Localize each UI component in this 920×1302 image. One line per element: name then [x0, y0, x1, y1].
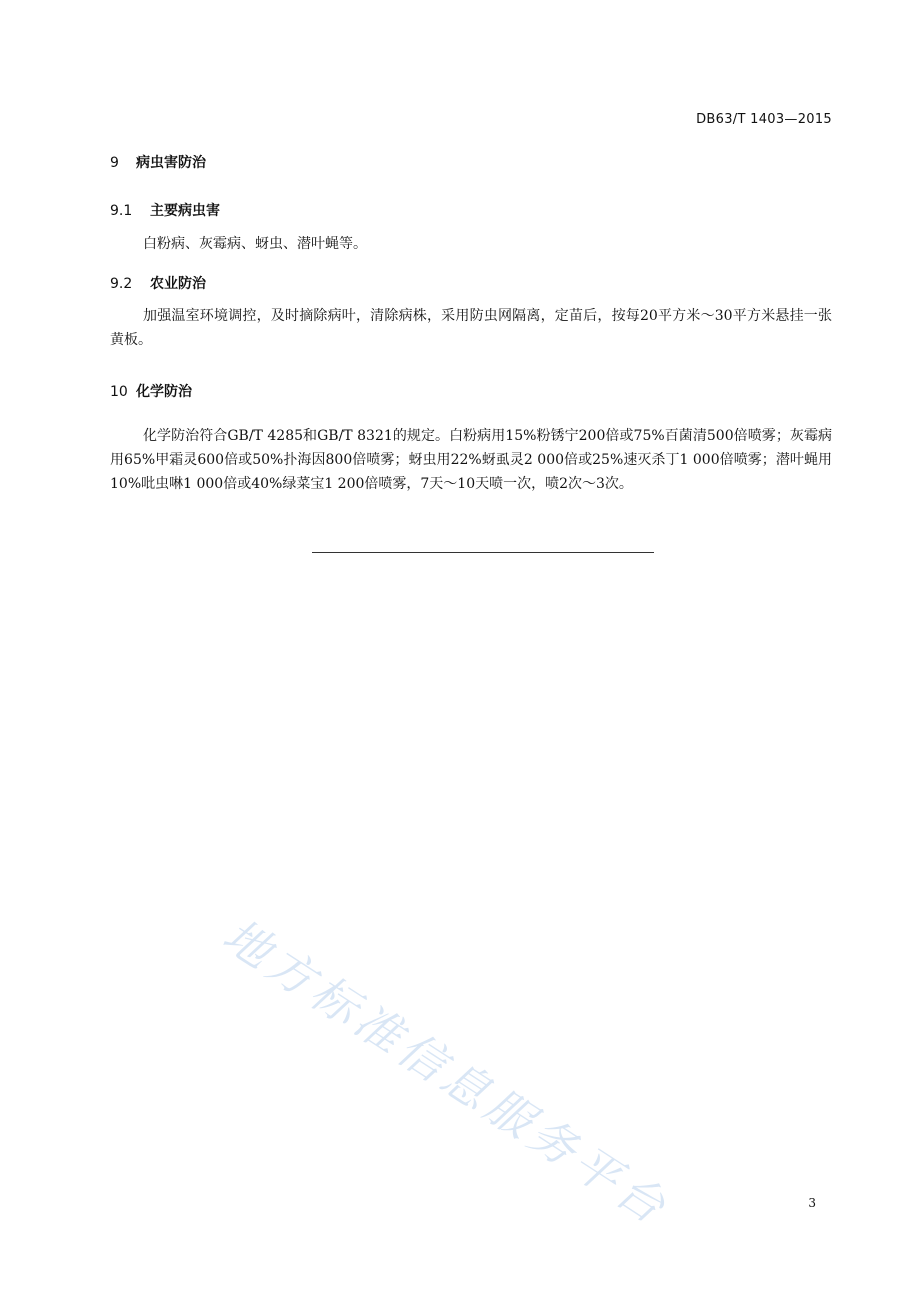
- section-10-text: 化学防治符合GB/T 4285和GB/T 8321的规定。白粉病用15%粉锈宁200倍或75%百菌清500倍喷雾；灰霉病用65%甲霜灵600倍或50%扑海因800倍喷雾；蚜虫用22%蚜虱灵2 000倍或25%速灭杀丁1 000倍喷雾；潜叶蝇用10%吡虫啉1 000倍或40%绿菜宝1 200倍喷雾，7天～10天喷一次，喷2次～3次。: [110, 428, 832, 492]
- section-10-number: 10: [110, 384, 128, 400]
- watermark: 地方标准信息服务平台: [213, 907, 680, 1237]
- section-9-2-number: 9.2: [110, 276, 133, 292]
- section-10-heading: [110, 381, 192, 401]
- section-9-1-heading: [110, 200, 220, 220]
- section-9-2-heading: [110, 273, 206, 293]
- end-rule: [312, 552, 654, 553]
- section-9-heading: [110, 152, 206, 172]
- section-9-2-title: 农业防治: [150, 276, 206, 292]
- section-9-1-title: 主要病虫害: [150, 203, 220, 219]
- section-9-1-number: 9.1: [110, 203, 133, 219]
- section-9-number: 9: [110, 155, 119, 171]
- section-9-1-text: 白粉病、灰霉病、蚜虫、潜叶蝇等。: [143, 236, 367, 252]
- section-9-title: 病虫害防治: [136, 155, 206, 171]
- section-9-2-text: 加强温室环境调控，及时摘除病叶，清除病株，采用防虫网隔离，定苗后，按每20平方米～30平方米悬挂一张黄板。: [110, 308, 832, 348]
- section-10-title: 化学防治: [136, 384, 192, 400]
- document-code: DB63/T 1403—2015: [696, 112, 832, 127]
- page-number: 3: [808, 1196, 816, 1210]
